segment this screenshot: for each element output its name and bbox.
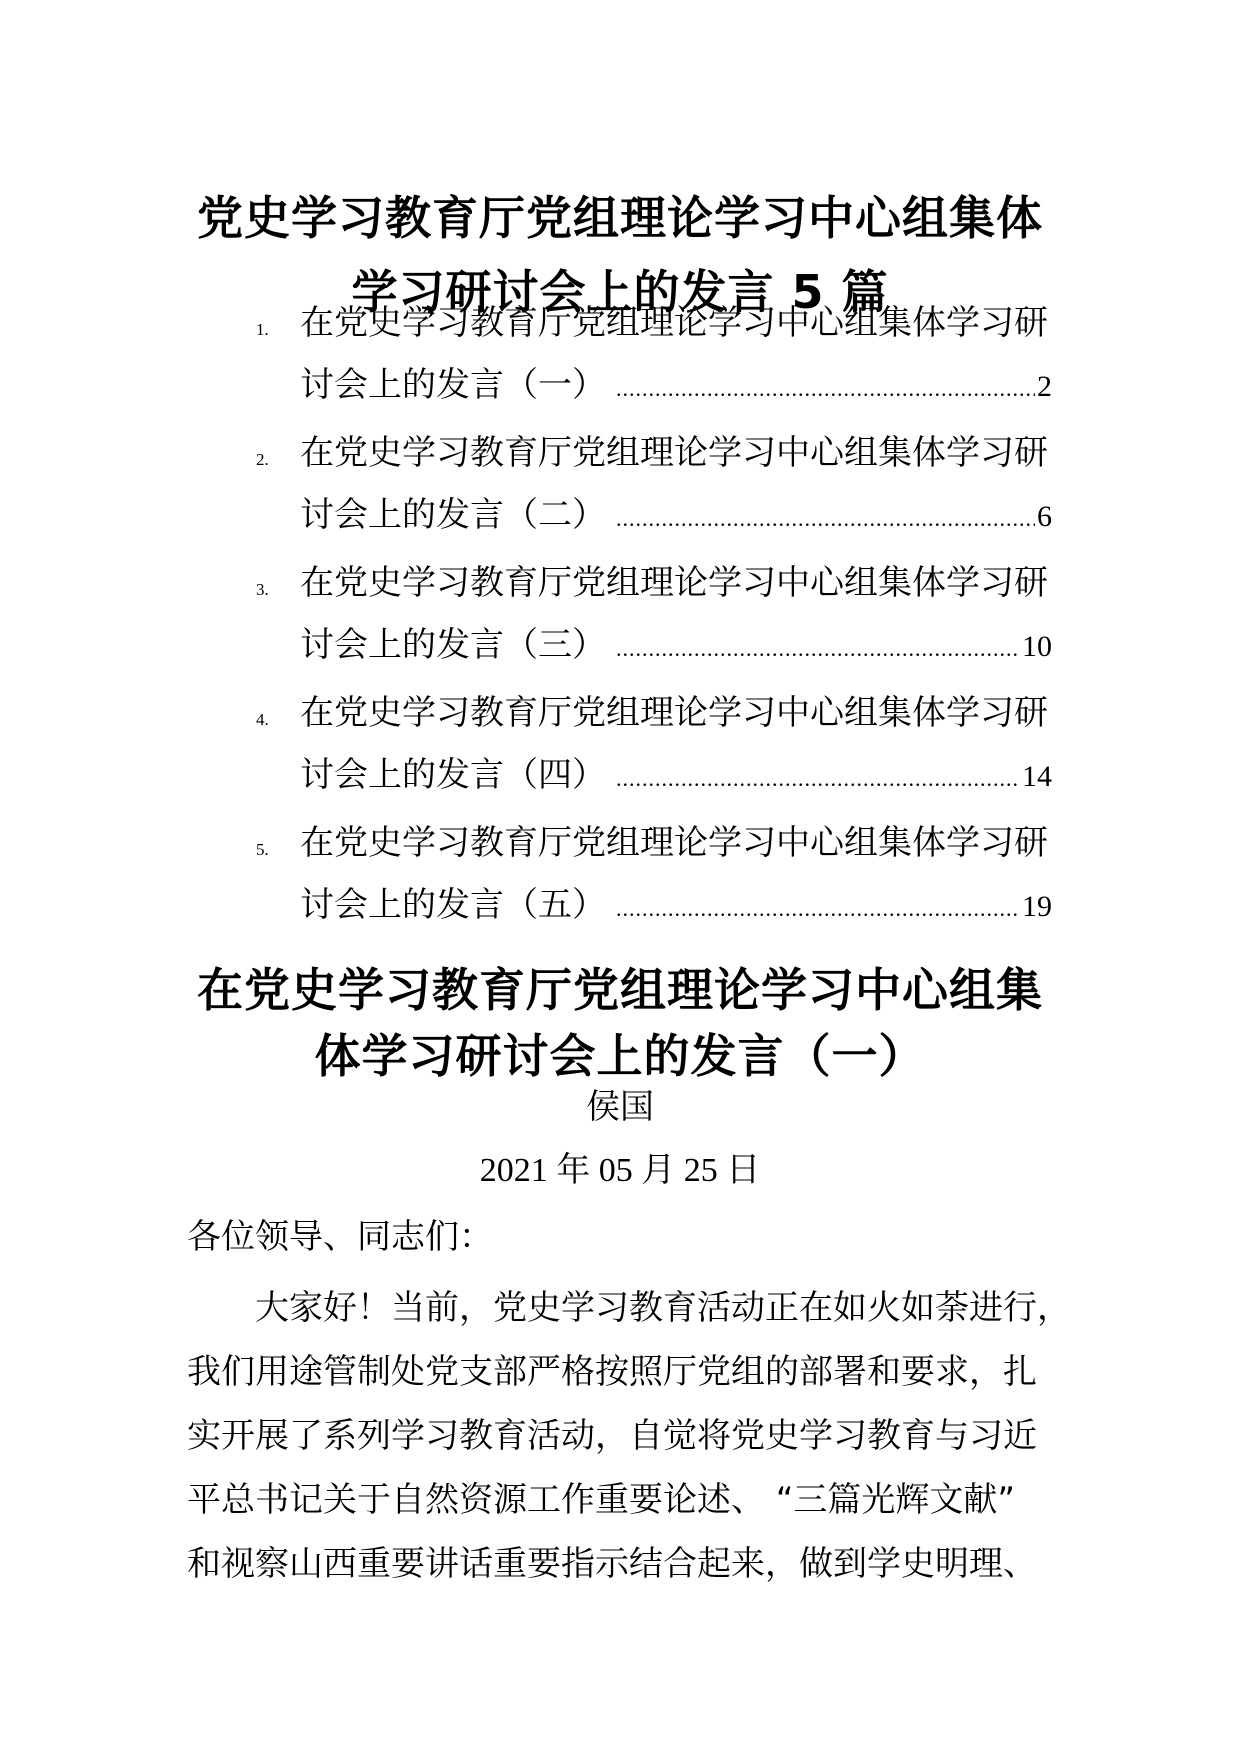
toc-dot-leader — [616, 884, 1020, 934]
toc-entry-page: 2 — [1037, 370, 1052, 403]
toc-entry-page: 14 — [1022, 760, 1052, 793]
toc-entry-number: 2. — [256, 450, 269, 469]
body-line: 实开展了系列学习教育活动，自觉将党史学习教育与习近 — [187, 1416, 1037, 1456]
toc-entry[interactable] — [0, 420, 1240, 550]
toc-dot-leader — [616, 624, 1020, 674]
toc-entry[interactable] — [0, 680, 1240, 810]
toc-entry[interactable] — [0, 550, 1240, 680]
body-line: 和视察山西重要讲话重要指示结合起来，做到学史明理、 — [187, 1544, 1037, 1584]
toc-dot-leader — [616, 494, 1035, 544]
toc-dot-leader — [616, 754, 1020, 804]
toc-entry-number: 5. — [256, 840, 269, 859]
toc-entry-number: 4. — [256, 710, 269, 729]
toc-entry-title-line-2: 讨会上的发言（三） — [300, 625, 606, 665]
toc-entry-title-line-1: 在党史学习教育厅党组理论学习中心组集体学习研 — [300, 303, 1048, 343]
toc-entry-title-line-1: 在党史学习教育厅党组理论学习中心组集体学习研 — [300, 693, 1048, 733]
toc-entry[interactable] — [0, 810, 1240, 940]
toc-entry-title-line-2: 讨会上的发言（五） — [300, 885, 606, 925]
author-name: 侯国 — [586, 1087, 654, 1127]
toc-entry-title-line-1: 在党史学习教育厅党组理论学习中心组集体学习研 — [300, 563, 1048, 603]
document-title-line-2: 学习研讨会上的发言 5 篇 — [351, 265, 889, 319]
toc-entry-title-line-2: 讨会上的发言（一） — [300, 365, 606, 405]
toc-entry-title-line-2: 讨会上的发言（二） — [300, 495, 606, 535]
toc-entry-number: 3. — [256, 580, 269, 599]
body-line: 平总书记关于自然资源工作重要论述、 “三篇光辉文献” — [187, 1480, 1016, 1520]
toc-entry-page: 19 — [1022, 890, 1052, 923]
toc-entry-title-line-2: 讨会上的发言（四） — [300, 755, 606, 795]
toc-entry-title-line-1: 在党史学习教育厅党组理论学习中心组集体学习研 — [300, 823, 1048, 863]
toc-entry-title-line-1: 在党史学习教育厅党组理论学习中心组集体学习研 — [300, 433, 1048, 473]
section-title-line-2: 体学习研讨会上的发言（一） — [314, 1029, 926, 1083]
body-paragraph — [187, 1276, 1071, 1596]
speech-date: 2021 年 05 月 25 日 — [479, 1152, 761, 1189]
document-title-line-1: 党史学习教育厅党组理论学习中心组集体 — [197, 191, 1043, 245]
toc-dot-leader — [616, 364, 1035, 414]
greeting: 各位领导、同志们： — [187, 1217, 493, 1257]
body-line: 大家好！当前，党史学习教育活动正在如火如荼进行， — [255, 1288, 1071, 1328]
toc-entry-page: 10 — [1022, 630, 1052, 663]
toc-entry-page: 6 — [1037, 500, 1052, 533]
toc-entry-number: 1. — [256, 320, 269, 339]
body-line: 我们用途管制处党支部严格按照厅党组的部署和要求，扎 — [187, 1352, 1037, 1392]
toc-entry[interactable] — [0, 290, 1240, 420]
section-title-line-1: 在党史学习教育厅党组理论学习中心组集 — [197, 963, 1043, 1017]
